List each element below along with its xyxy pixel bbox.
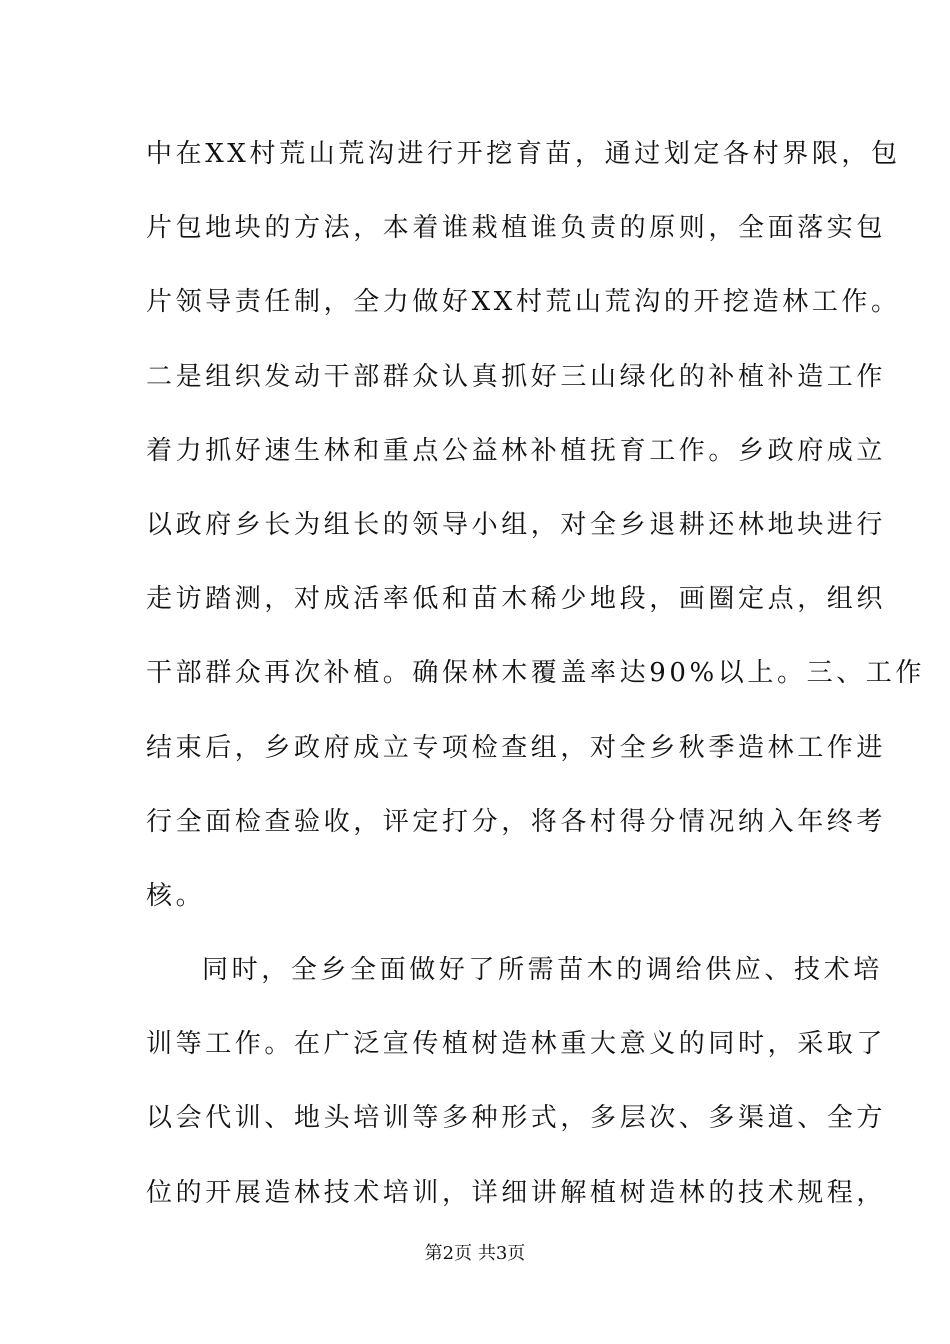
page-number-footer: 第2页 共3页: [424, 1243, 526, 1264]
body-text: [146, 130, 925, 1243]
text-line: 二是组织发动干部群众认真抓好三山绿化的补植补造工作: [146, 361, 887, 392]
text-line: 位的开展造林技术培训，详细讲解植树造林的技术规程，: [146, 1177, 887, 1208]
text-line: 着力抓好速生林和重点公益林补植抚育工作。乡政府成立: [146, 435, 887, 466]
text-line: 走访踏测，对成活率低和苗木稀少地段，画圈定点，组织: [146, 584, 887, 615]
text-line: 片领导责任制，全力做好XX村荒山荒沟的开挖造林工作。: [146, 287, 901, 318]
text-line: 以会代训、地头培训等多种形式，多层次、多渠道、全方: [146, 1103, 887, 1134]
text-line: 行全面检查验收，评定打分，将各村得分情况纳入年终考: [146, 806, 887, 837]
paragraph-start-line: 同时，全乡全面做好了所需苗木的调给供应、技术培: [202, 955, 883, 986]
text-line: 以政府乡长为组长的领导小组，对全乡退耕还林地块进行: [146, 509, 887, 540]
text-line: 片包地块的方法，本着谁栽植谁负责的原则，全面落实包: [146, 213, 887, 244]
text-line: 训等工作。在广泛宣传植树造林重大意义的同时，采取了: [146, 1029, 887, 1060]
text-line: 中在XX村荒山荒沟进行开挖育苗，通过划定各村界限，包: [146, 139, 901, 169]
text-line: 核。: [146, 880, 206, 911]
text-line: 干部群众再次补植。确保林木覆盖率达90%以上。三、工作: [146, 658, 925, 689]
text-line: 结束后，乡政府成立专项检查组，对全乡秋季造林工作进: [146, 732, 887, 763]
